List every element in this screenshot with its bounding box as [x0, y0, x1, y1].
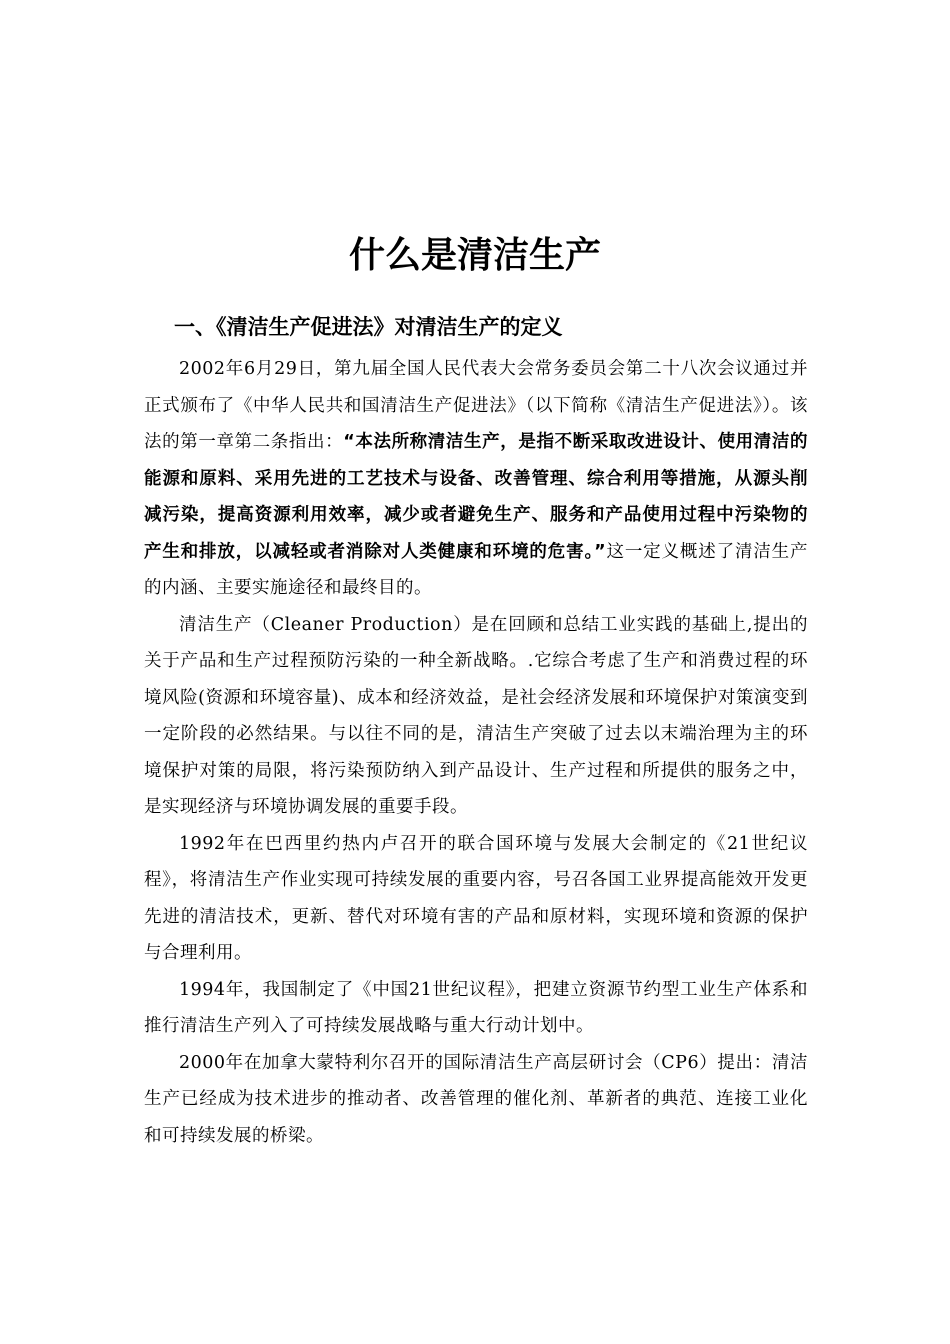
paragraph-cleaner-production: 清洁生产（Cleaner Production）是在回顾和总结工业实践的基础上,提出的关于产品和生产过程预防污染的一种全新战略。.它综合考虑了生产和消费过程的环境风险(资源和环境容量)、成本和经济效益，是社会经济发展和环境保护对策演变到一定阶段的必然结果。与以往不同的是，清洁生产突破了过去以末端治理为主的环境保护对策的局限，将污染预防纳入到产品设计、生产过程和所提供的服务之中，是实现经济与环境协调发展的重要手段。	[144, 614, 808, 817]
paragraph-china-agenda: 1994年，我国制定了《中国21世纪议程》，把建立资源节约型工业生产体系和推行清洁生产列入了可持续发展战略与重大行动计划中。	[144, 979, 808, 1036]
section-heading: 一、《清洁生产促进法》对清洁生产的定义	[174, 315, 563, 339]
paragraph-definition-lead: 2002年6月29日，第九届全国人民代表大会常务委员会第二十八次会议通过并正式颁布了《中华人民共和国清洁生产促进法》（以下简称《清洁生产促进法》）。该法的第一章第二条指出：	[144, 359, 808, 452]
paragraph-definition-tail: 这一定义概述了清洁生产的内涵、主要实施途径和最终目的。	[144, 541, 809, 598]
paragraph-cp6: 2000年在加拿大蒙特利尔召开的国际清洁生产高层研讨会（CP6）提出：清洁生产已经成为技术进步的推动者、改善管理的催化剂、革新者的典范、连接工业化和可持续发展的桥梁。	[144, 1052, 808, 1146]
law-definition-quote: “本法所称清洁生产，是指不断采取改进设计、使用清洁的能源和原料、采用先进的工艺技术与设备、改善管理、综合利用等措施，从源头削减污染，提高资源利用效率，减少或者避免生产、服务和产品使用过程中污染物的产生和排放，以减轻或者消除对人类健康和环境的危害。”	[144, 432, 809, 562]
paragraph-definition	[144, 351, 808, 607]
paragraph-agenda-21: 1992年在巴西里约热内卢召开的联合国环境与发展大会制定的《21世纪议程》，将清洁生产作业实现可持续发展的重要内容，号召各国工业界提高能效开发更先进的清洁技术，更新、替代对环境有害的产品和原材料，实现环境和资源的保护与合理利用。	[144, 833, 808, 963]
document-body	[144, 351, 808, 1154]
document-title: 什么是清洁生产	[348, 235, 601, 276]
